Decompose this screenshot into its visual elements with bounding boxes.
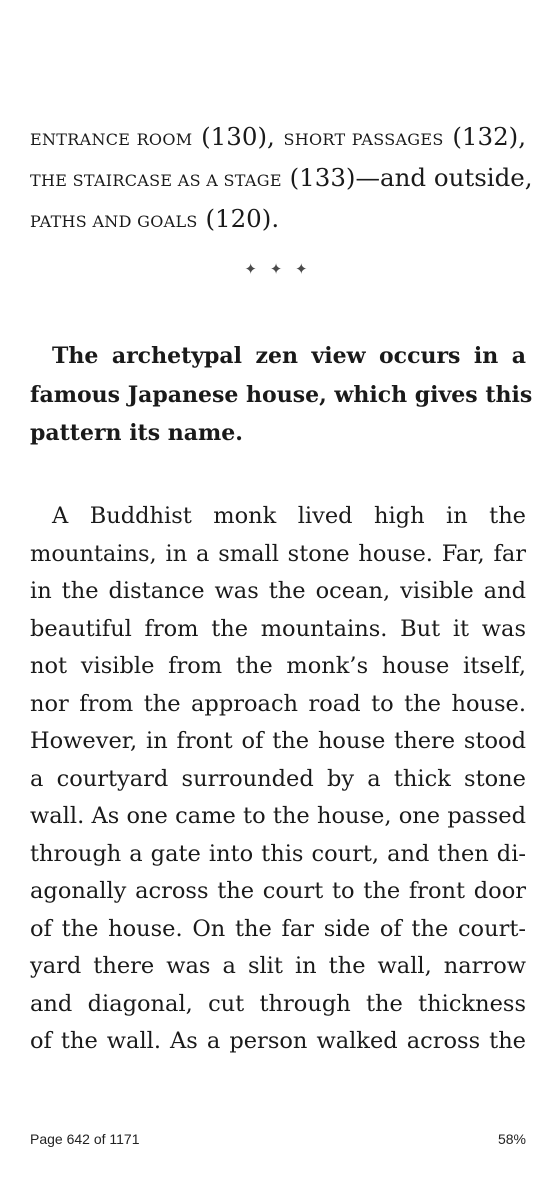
body-line: beautiful from the mountains. But it was <box>30 615 526 642</box>
body-line: agonally across the court to the front door <box>30 878 526 904</box>
body-paragraph <box>30 498 526 1061</box>
references-line-1: ENTRANCE ROOM (130), SHORT PASSAGES (132), <box>30 122 526 151</box>
summary-line: pattern its name. <box>30 420 243 446</box>
summary-line: The archetypal zen view occurs in a <box>52 343 526 369</box>
body-line: nor from the approach road to the house. <box>30 690 526 717</box>
section-ornament: ✦ ✦ ✦ <box>244 260 312 278</box>
ref-staircase-as-stage[interactable]: THE STAIRCASE AS A STAGE <box>30 171 282 190</box>
ref-paths-and-goals[interactable]: PATHS AND GOALS <box>30 212 198 231</box>
body-line: a courtyard surrounded by a thick stone <box>30 765 526 792</box>
related-patterns <box>30 118 533 241</box>
summary-line: famous Japanese house, which gives this <box>30 381 533 408</box>
body-line: mountains, in a small stone house. Far, far <box>30 540 526 567</box>
references-line-3: PATHS AND GOALS (120). <box>30 204 280 233</box>
reading-progress: 58% <box>497 1131 526 1147</box>
body-line: A Buddhist monk lived high in the <box>52 503 526 529</box>
body-line: through a gate into this court, and then di- <box>30 840 526 867</box>
body-line: of the house. On the far side of the court- <box>30 915 526 942</box>
body-line: yard there was a slit in the wall, narrow <box>30 953 526 979</box>
ref-short-passages[interactable]: SHORT PASSAGES <box>283 130 444 149</box>
pattern-summary <box>30 337 533 453</box>
references-line-2: THE STAIRCASE AS A STAGE (133)—and outside, <box>30 163 533 192</box>
body-line: in the distance was the ocean, visible and <box>30 578 526 604</box>
body-line: and diagonal, cut through the thickness <box>30 990 526 1017</box>
page-indicator[interactable]: Page 642 of 1171 <box>30 1131 140 1147</box>
body-line: However, in front of the house there stood <box>30 728 526 754</box>
body-line: wall. As one came to the house, one passed <box>30 803 526 829</box>
ref-entrance-room[interactable]: ENTRANCE ROOM <box>30 130 193 149</box>
body-line: not visible from the monk’s house itself, <box>30 653 526 679</box>
body-line: of the wall. As a person walked across the <box>30 1028 526 1054</box>
